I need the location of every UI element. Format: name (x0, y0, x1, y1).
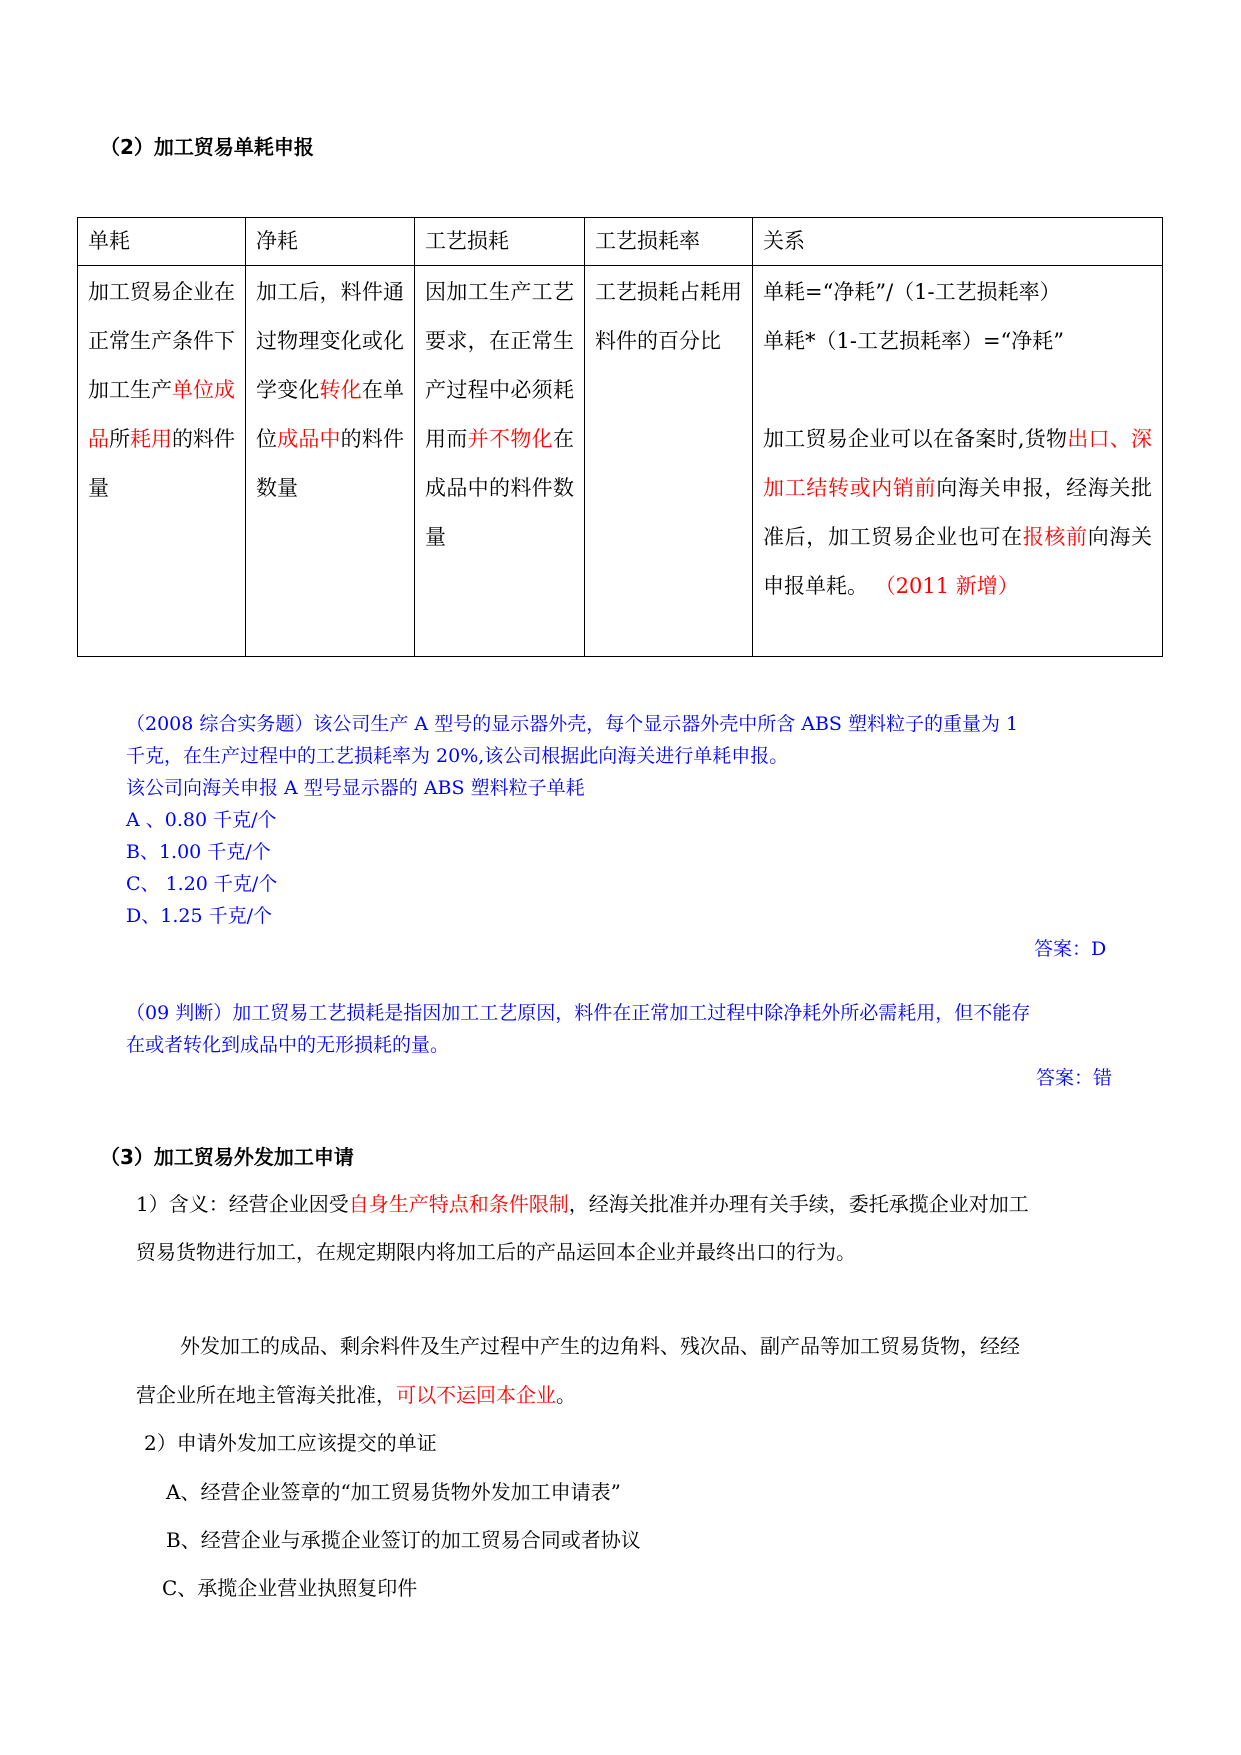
consumption-table (77, 217, 1163, 657)
question-1-option-c: C、 1.20 千克/个 (126, 873, 278, 895)
rich-text (595, 268, 742, 366)
plain-text: 在单位 (256, 378, 405, 451)
plain-text: 因加工生产工艺要求，在正常生产过程中必须耗用而 (425, 280, 574, 451)
section-heading-unit-consumption: （2）加工贸易单耗申报 (100, 135, 314, 159)
highlight-text: 成品中 (277, 427, 341, 451)
cell-net-consumption-def (246, 266, 415, 657)
plain-text: 的料件数量 (256, 427, 405, 500)
required-doc-c: C、承揽企业营业执照复印件 (162, 1576, 418, 1600)
rich-text (425, 268, 574, 562)
table-row (78, 266, 1163, 657)
required-docs-heading: 2）申请外发加工应该提交的单证 (144, 1431, 437, 1455)
formula-1: 单耗=“净耗”/（1-工艺损耗率） (763, 280, 1061, 304)
rich-text (256, 268, 404, 513)
question-1-line-3: 该公司向海关申报 A 型号显示器的 ABS 塑料粒子单耗 (126, 777, 585, 799)
plain-text: 工艺损耗占耗用料件的百分比 (595, 280, 742, 353)
plain-text: 所 (109, 427, 130, 451)
cell-process-loss-rate-def (585, 266, 753, 657)
highlight-text: 报核前 (1022, 525, 1088, 549)
highlight-text: 转化 (319, 378, 362, 402)
plain-text: 的料件量 (88, 427, 235, 500)
question-2-line-1: （09 判断）加工贸易工艺损耗是指因加工工艺原因，料件在正常加工过程中除净耗外所必需耗用，但不能存 (126, 1002, 1031, 1024)
header-unit-consumption: 单耗 (78, 218, 246, 266)
rich-text (763, 415, 1152, 611)
formula-2: 单耗*（1-工艺损耗率）=“净耗” (763, 329, 1065, 353)
return-rule-end: 。 (556, 1383, 576, 1407)
question-1-line-2: 千克，在生产过程中的工艺损耗率为 20%,该公司根据此向海关进行单耗申报。 (126, 745, 789, 767)
plain-text: 加工后，料件通过物理变化或化学变化 (256, 280, 404, 402)
highlight-text: （2011 新增） (874, 574, 1019, 598)
plain-text: 1）含义：经营企业因受 (136, 1192, 349, 1216)
table-header-row (78, 218, 1163, 266)
meaning-line-2: 贸易货物进行加工，在规定期限内将加工后的产品运回本企业并最终出口的行为。 (136, 1240, 856, 1264)
question-1-option-b: B、1.00 千克/个 (126, 841, 271, 863)
cell-relation-def (753, 266, 1163, 657)
header-relation: 关系 (753, 218, 1163, 266)
question-1-line-1: （2008 综合实务题）该公司生产 A 型号的显示器外壳，每个显示器外壳中所含 ABS 塑料粒子的重量为 1 (126, 713, 1019, 735)
header-process-loss: 工艺损耗 (415, 218, 585, 266)
section-heading-outsourcing: （3）加工贸易外发加工申请 (100, 1145, 354, 1169)
question-1-answer: 答案：D (1034, 938, 1107, 960)
plain-text: 向海关申报单耗。 (763, 525, 1153, 598)
question-2-line-2: 在或者转化到成品中的无形损耗的量。 (126, 1034, 450, 1056)
highlight-text: 耗用 (130, 427, 172, 451)
plain-text: 加工贸易企业在正常生产条件下加工生产 (88, 280, 235, 402)
highlight-text: 自身生产特点和条件限制 (348, 1192, 569, 1216)
highlight-text: 并不物化 (467, 427, 554, 451)
return-rule-line-2 (136, 1379, 576, 1408)
header-process-loss-rate: 工艺损耗率 (585, 218, 753, 266)
plain-text: 向海关申报，经海关批准后，加工贸易企业也可在 (763, 476, 1153, 549)
required-doc-a: A、经营企业签章的“加工贸易货物外发加工申请表” (166, 1480, 621, 1504)
required-doc-b: B、经营企业与承揽企业签订的加工贸易合同或者协议 (166, 1528, 641, 1552)
return-rule-highlight: 可以不运回本企业 (396, 1383, 556, 1407)
cell-unit-consumption-def (78, 266, 246, 657)
cell-process-loss-def (415, 266, 585, 657)
header-net-consumption: 净耗 (246, 218, 415, 266)
question-1-option-d: D、1.25 千克/个 (126, 905, 272, 927)
highlight-text: 出口、深加工结转或内销前 (763, 427, 1152, 500)
highlight-text: 单位成品 (88, 378, 235, 451)
question-1-option-a: A 、0.80 千克/个 (126, 809, 277, 831)
rich-text (88, 268, 235, 513)
plain-text: 在成品中的料件数量 (425, 427, 575, 549)
return-rule-text: 营企业所在地主管海关批准， (136, 1383, 396, 1407)
plain-text: 加工贸易企业可以在备案时,货物 (763, 427, 1068, 451)
meaning-line-1 (136, 1188, 1029, 1217)
return-rule-line-1: 外发加工的成品、剩余料件及生产过程中产生的边角料、残次品、副产品等加工贸易货物，经经 (180, 1334, 1020, 1358)
question-2-answer: 答案：错 (1036, 1067, 1113, 1089)
plain-text: ，经海关批准并办理有关手续，委托承揽企业对加工 (568, 1192, 1029, 1216)
